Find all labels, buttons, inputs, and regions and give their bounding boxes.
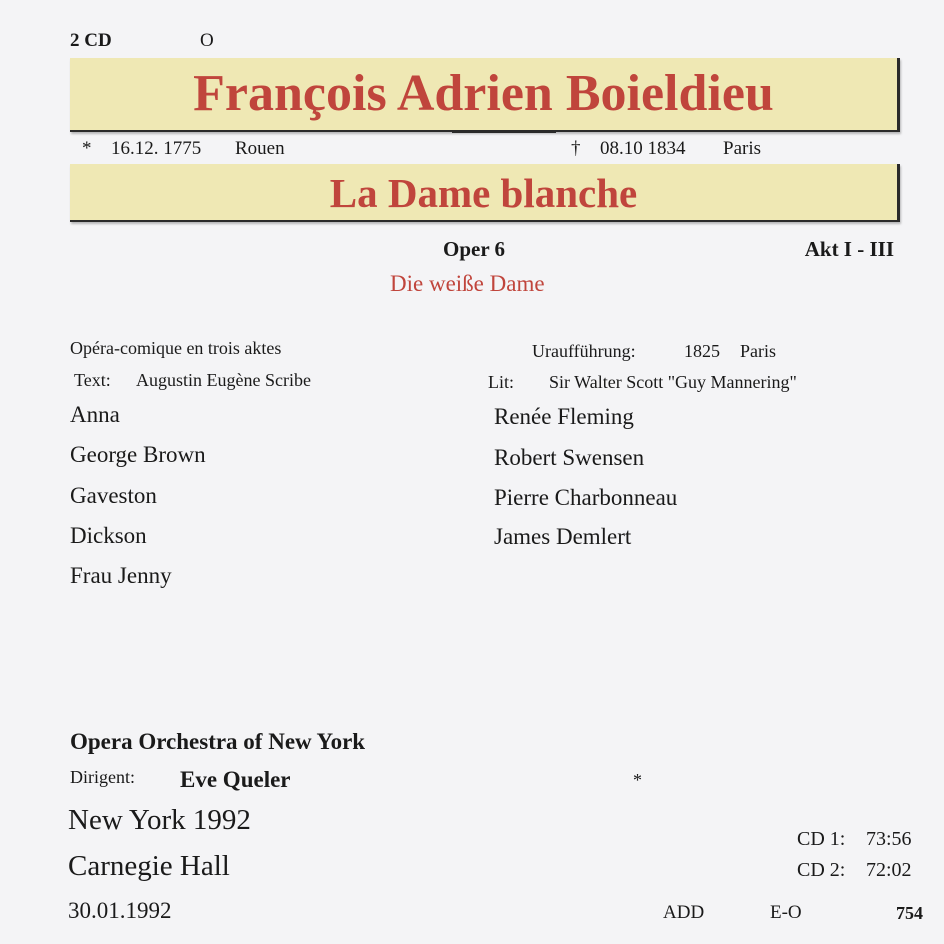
death-symbol: †	[571, 138, 581, 159]
recording-date: 30.01.1992	[68, 898, 172, 923]
birth-date: 16.12. 1775	[111, 138, 202, 159]
acts: Akt I - III	[804, 237, 894, 261]
title-banner	[70, 164, 900, 222]
cast-role: Dickson	[70, 523, 147, 548]
text-label: Text:	[74, 370, 111, 390]
cast-singer: Robert Swensen	[494, 445, 645, 470]
cast-singer: Renée Fleming	[494, 404, 634, 429]
code: E-O	[770, 902, 802, 923]
death-date: 08.10 1834	[600, 138, 686, 159]
disc-duration: 72:02	[866, 859, 912, 881]
conductor-label: Dirigent:	[70, 767, 135, 787]
opus-label: Oper 6	[443, 237, 506, 261]
cast-role: Anna	[70, 402, 120, 427]
death-place: Paris	[723, 138, 761, 159]
recording-type: ADD	[663, 902, 705, 923]
premiere-label: Uraufführung:	[532, 341, 636, 361]
lit-label: Lit:	[488, 372, 514, 392]
german-title: Die weiße Dame	[390, 271, 545, 296]
header-marker: O	[200, 30, 214, 51]
disc-label: CD 1:	[797, 828, 846, 850]
cast-role: Gaveston	[70, 483, 157, 508]
premiere-year: 1825	[684, 341, 720, 361]
asterisk-mark: *	[633, 770, 642, 790]
disc-count: 2 CD	[70, 30, 112, 51]
banner-divider	[452, 130, 556, 133]
composer-name: François Adrien Boieldieu	[193, 65, 774, 122]
venue: Carnegie Hall	[68, 850, 230, 882]
cast-singer: Pierre Charbonneau	[494, 485, 678, 510]
catalog-number: 754	[896, 903, 923, 923]
cast-singer: James Demlert	[494, 524, 632, 549]
disc-duration: 73:56	[866, 828, 912, 850]
birth-place: Rouen	[235, 138, 285, 159]
cast-role: Frau Jenny	[70, 563, 172, 588]
disc-label: CD 2:	[797, 859, 846, 881]
birth-symbol: *	[82, 138, 92, 159]
librettist: Augustin Eugène Scribe	[136, 370, 311, 390]
composer-banner	[70, 58, 900, 132]
work-title: La Dame blanche	[329, 170, 638, 216]
premiere-place: Paris	[740, 341, 776, 361]
literary-source: Sir Walter Scott "Guy Mannering"	[549, 372, 797, 392]
conductor: Eve Queler	[180, 767, 291, 792]
cast-role: George Brown	[70, 442, 206, 467]
orchestra: Opera Orchestra of New York	[70, 729, 366, 754]
city-year: New York 1992	[68, 804, 251, 836]
genre: Opéra-comique en trois aktes	[70, 338, 282, 358]
